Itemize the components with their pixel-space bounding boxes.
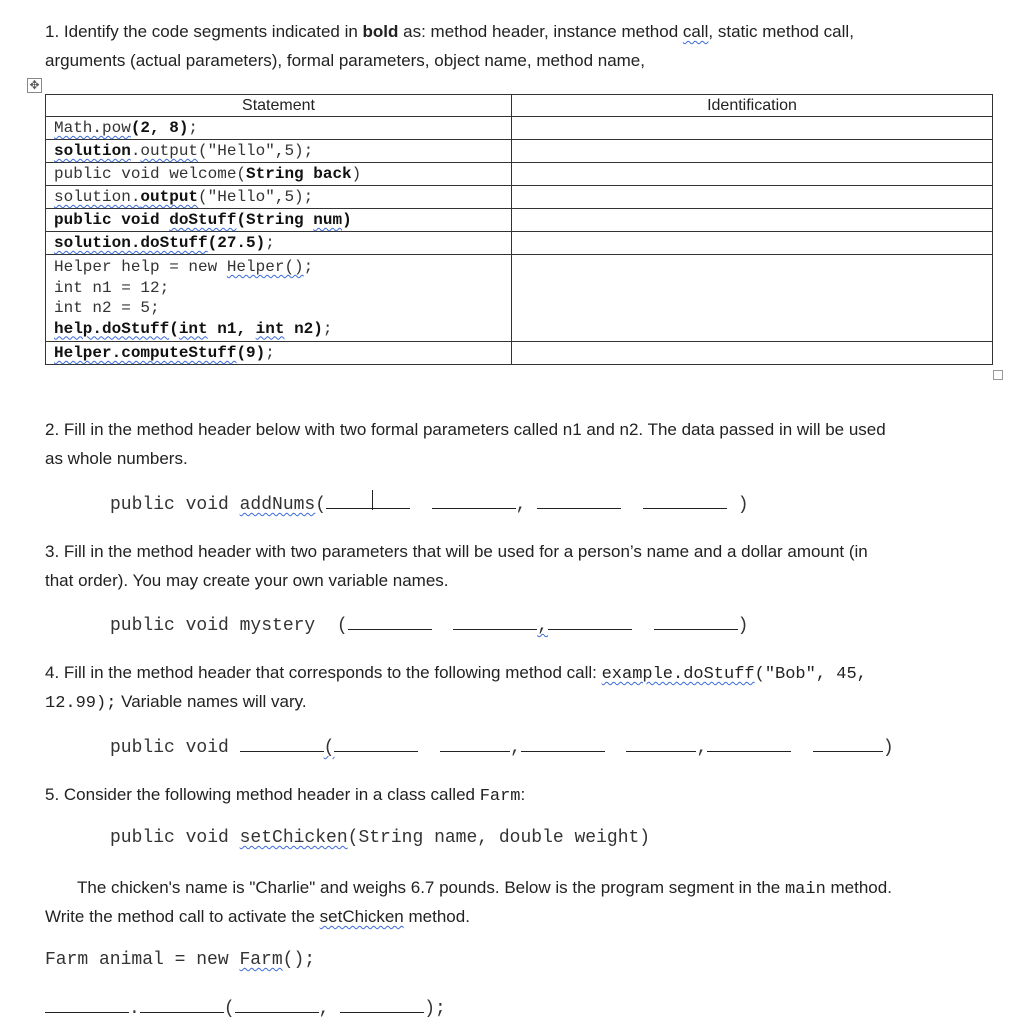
statement-cell: public void doStuff(String num)	[46, 209, 512, 232]
q4-blank-type2[interactable]	[521, 735, 605, 752]
q1-prompt-line1: 1. Identify the code segments indicated in bold as: method header, instance method call, static method call,	[45, 22, 854, 41]
q3-method-header: public void mystery ( , )	[110, 613, 748, 636]
q5-method-call-answer: . ( , );	[45, 996, 446, 1019]
q5-method-header: public void setChicken(String name, double weight)	[110, 828, 651, 848]
q3-prompt-line1: 3. Fill in the method header with two parameters that will be used for a person’s name and a dollar amount (in	[45, 542, 868, 561]
q4-prompt-line1: 4. Fill in the method header that corresponds to the following method call: example.doStuff("Bob", 45,	[45, 663, 867, 684]
statement-cell: solution.output("Hello",5);	[46, 140, 512, 163]
q4-blank-method-name[interactable]	[240, 735, 324, 752]
statement-cell: Helper help = new Helper(); int n1 = 12; int n2 = 5; help.doStuff(int n1, int n2);	[46, 255, 512, 342]
q2-prompt-line2: as whole numbers.	[45, 449, 188, 468]
statement-table	[45, 94, 993, 365]
table-row	[46, 163, 993, 186]
q5-blank-object[interactable]	[45, 996, 129, 1013]
q2-blank-type1[interactable]	[326, 492, 410, 509]
statement-cell: solution.output("Hello",5);	[46, 186, 512, 209]
table-row	[46, 117, 993, 140]
table-row	[46, 232, 993, 255]
q3-blank-type1[interactable]	[348, 613, 432, 630]
identification-cell[interactable]	[512, 255, 993, 342]
table-row	[46, 186, 993, 209]
q2-prompt-line1: 2. Fill in the method header below with two formal parameters called n1 and n2. The data passed in will be used	[45, 420, 886, 439]
q3-blank-type2[interactable]	[548, 613, 632, 630]
identification-cell[interactable]	[512, 186, 993, 209]
statement-cell: Helper.computeStuff(9);	[46, 342, 512, 365]
table-row	[46, 342, 993, 365]
q3-prompt-line2: that order). You may create your own variable names.	[45, 571, 449, 590]
identification-cell[interactable]	[512, 232, 993, 255]
table-move-handle-icon[interactable]: ✥	[27, 78, 42, 93]
q5-blank-arg2[interactable]	[340, 996, 424, 1013]
q2-method-header: public void addNums( , )	[110, 492, 749, 515]
q4-prompt-line2: 12.99); Variable names will vary.	[45, 692, 307, 713]
table-row	[46, 209, 993, 232]
identification-cell[interactable]	[512, 209, 993, 232]
table-row	[46, 255, 993, 342]
identification-cell[interactable]	[512, 117, 993, 140]
q2-blank-name1[interactable]	[432, 492, 516, 509]
q5-blank-arg1[interactable]	[235, 996, 319, 1013]
statement-cell: Math.pow(2, 8);	[46, 117, 512, 140]
q1-prompt-line2: arguments (actual parameters), formal parameters, object name, method name,	[45, 51, 645, 70]
column-header-statement: Statement	[46, 95, 512, 117]
identification-cell[interactable]	[512, 163, 993, 186]
identification-cell[interactable]	[512, 140, 993, 163]
q4-method-header: public void ( , , )	[110, 735, 894, 758]
q5-description-line1: The chicken's name is "Charlie" and weighs 6.7 pounds. Below is the program segment in the main method.	[77, 878, 892, 899]
q2-blank-type2[interactable]	[537, 492, 621, 509]
q3-blank-name2[interactable]	[654, 613, 738, 630]
q5-prompt-line1: 5. Consider the following method header in a class called Farm:	[45, 785, 526, 806]
table-resize-handle-icon[interactable]	[993, 370, 1003, 380]
q5-blank-method[interactable]	[140, 996, 224, 1013]
q2-blank-name2[interactable]	[643, 492, 727, 509]
q4-blank-name1[interactable]	[440, 735, 510, 752]
statement-cell: public void welcome(String back)	[46, 163, 512, 186]
statement-cell: solution.doStuff(27.5);	[46, 232, 512, 255]
q4-blank-name3[interactable]	[813, 735, 883, 752]
q4-blank-name2[interactable]	[626, 735, 696, 752]
identification-cell[interactable]	[512, 342, 993, 365]
table-row	[46, 140, 993, 163]
column-header-identification: Identification	[512, 95, 993, 117]
q5-object-declaration: Farm animal = new Farm();	[45, 950, 316, 970]
q3-blank-name1[interactable]	[453, 613, 537, 630]
q4-blank-type3[interactable]	[707, 735, 791, 752]
q5-description-line2: Write the method call to activate the setChicken method.	[45, 907, 470, 926]
q4-blank-type1[interactable]	[334, 735, 418, 752]
